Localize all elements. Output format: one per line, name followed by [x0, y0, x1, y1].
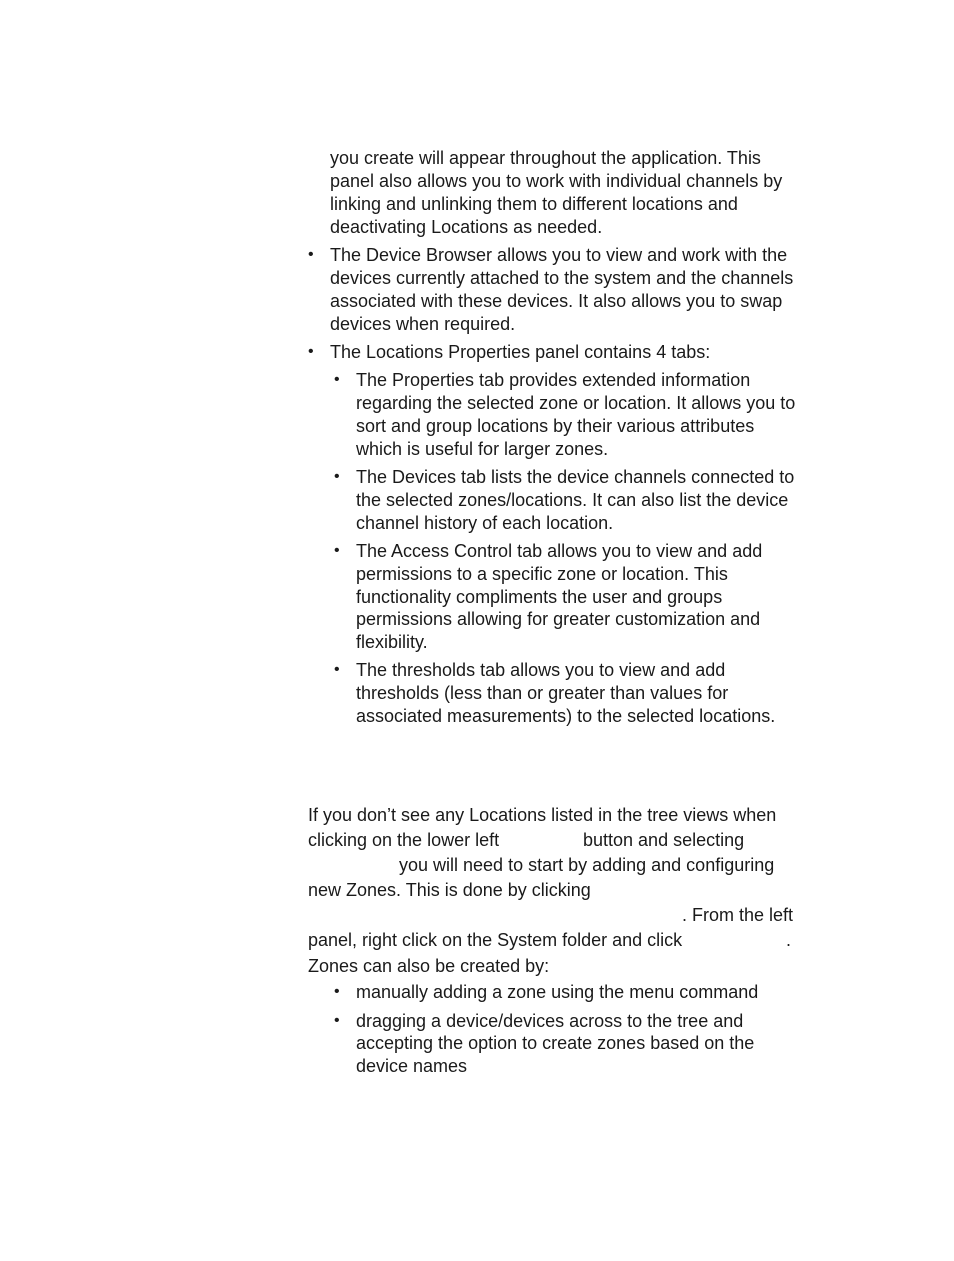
device-browser-line-1: The Device Browser allows you to view and work with the — [330, 245, 788, 265]
properties-tab-line-2: regarding the selected zone or location. It allows you to — [356, 393, 796, 413]
paragraph-line-4: new Zones. This is done by clicking — [308, 880, 591, 900]
dragging-line-2: accepting the option to create zones based on the — [356, 1033, 755, 1053]
intro-line-3: linking and unlinking them to different locations and — [330, 194, 738, 214]
sub-bullet-marker: • — [334, 371, 340, 388]
dragging-line-1: dragging a device/devices across to the tree and — [356, 1011, 744, 1031]
locations-properties-line-1: The Locations Properties panel contains 4 tabs: — [330, 342, 711, 362]
paragraph-line-1: If you don’t see any Locations listed in the tree views when — [308, 805, 777, 825]
paragraph-line-6a: panel, right click on the System folder and click — [308, 930, 683, 950]
access-control-line-2: permissions to a specific zone or location. This — [356, 564, 728, 584]
access-control-line-1: The Access Control tab allows you to view and add — [356, 541, 763, 561]
devices-tab-line-3: channel history of each location. — [356, 513, 614, 533]
thresholds-line-2: thresholds (less than or greater than values for — [356, 683, 729, 703]
device-browser-line-3: associated with these devices. It also allows you to swap — [330, 291, 783, 311]
paragraph-line-6b: . — [786, 930, 792, 950]
sub-bullet-marker: • — [334, 661, 340, 678]
intro-line-1: you create will appear throughout the application. This — [330, 148, 761, 168]
paragraph-line-2a: clicking on the lower left — [308, 830, 500, 850]
sub-bullet-marker: • — [334, 542, 340, 559]
sub-bullet-marker: • — [334, 1012, 340, 1029]
access-control-line-3: functionality compliments the user and groups — [356, 587, 723, 607]
properties-tab-line-4: which is useful for larger zones. — [356, 439, 609, 459]
dragging-line-3: device names — [356, 1056, 468, 1076]
properties-tab-line-1: The Properties tab provides extended information — [356, 370, 751, 390]
intro-line-4: deactivating Locations as needed. — [330, 217, 603, 237]
paragraph-line-5: . From the left — [682, 905, 794, 925]
paragraph-line-2b: button and selecting — [583, 830, 745, 850]
paragraph-line-7: Zones can also be created by: — [308, 956, 550, 976]
bullet-marker: • — [308, 246, 314, 263]
sub-bullet-marker: • — [334, 983, 340, 1000]
devices-tab-line-2: the selected zones/locations. It can also list the device — [356, 490, 789, 510]
properties-tab-line-3: sort and group locations by their various attributes — [356, 416, 755, 436]
paragraph-line-3: you will need to start by adding and configuring — [399, 855, 775, 875]
intro-line-2: panel also allows you to work with individual channels by — [330, 171, 783, 191]
bullet-marker: • — [308, 343, 314, 360]
devices-tab-line-1: The Devices tab lists the device channels connected to — [356, 467, 795, 487]
manual-line-1: manually adding a zone using the menu command — [356, 982, 759, 1002]
thresholds-line-3: associated measurements) to the selected locations. — [356, 706, 776, 726]
sub-bullet-marker: • — [334, 468, 340, 485]
thresholds-line-1: The thresholds tab allows you to view and add — [356, 660, 726, 680]
device-browser-line-4: devices when required. — [330, 314, 516, 334]
access-control-line-4: permissions allowing for greater customization and — [356, 609, 761, 629]
device-browser-line-2: devices currently attached to the system and the channels — [330, 268, 794, 288]
access-control-line-5: flexibility. — [356, 632, 428, 652]
